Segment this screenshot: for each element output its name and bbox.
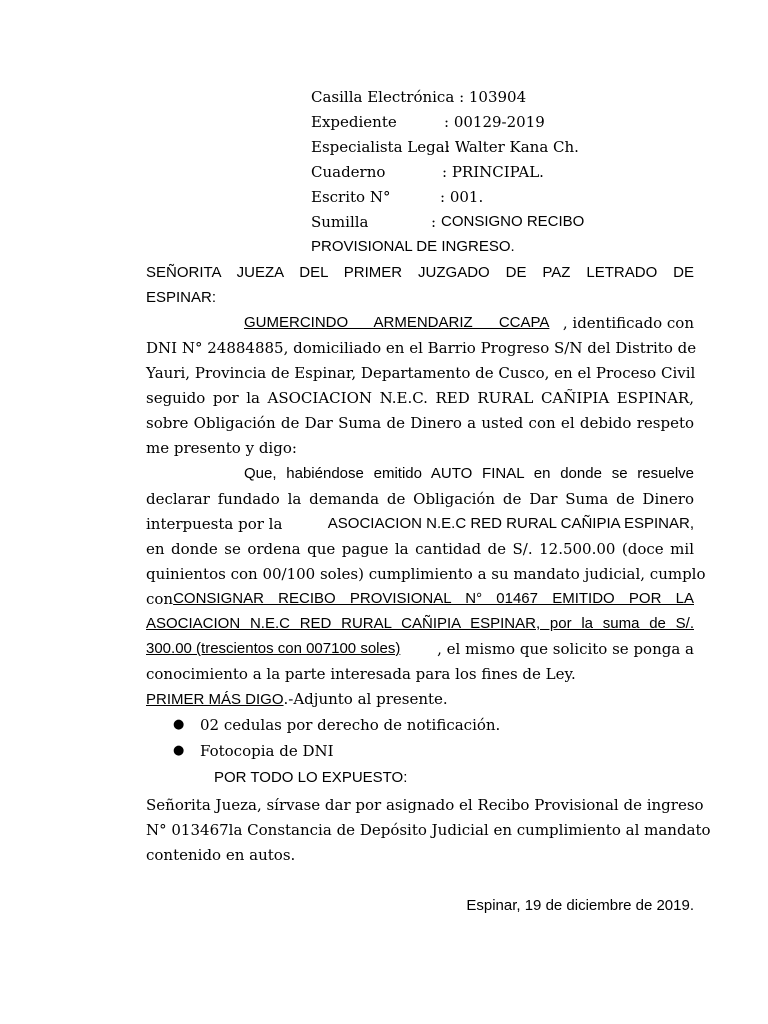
body-line3-a: interpuesta por la [146, 515, 283, 533]
casilla-value: : 103904 [459, 88, 527, 106]
petitioner-name: GUMERCINDO ARMENDARIZ CCAPA [244, 314, 550, 331]
casilla-label: Casilla Electrónica [311, 88, 455, 106]
bullet-icon: ● [173, 717, 185, 732]
body-line5: quinientos con 00/100 soles) cumplimiento a su mandato judicial, cumplo [146, 565, 706, 583]
body-line8-b: , el mismo que solicito se ponga a [437, 640, 694, 658]
especialista-row [311, 138, 579, 156]
especialista-value: : Walter Kana Ch. [445, 138, 579, 156]
sumilla-colon: : [431, 213, 437, 231]
sumilla-row [311, 213, 585, 231]
otrosi-label: PRIMER MÁS DIGO [146, 691, 284, 708]
conclusion-line2: N° 013467la Constancia de Depósito Judicial en cumplimiento al mandato [146, 821, 711, 839]
body-line2: declarar fundado la demanda de Obligación de Dar Suma de Dinero [146, 490, 694, 508]
expediente-label: Expediente [311, 113, 397, 131]
cuaderno-row [311, 163, 544, 181]
otrosi-text: .-Adjunto al presente. [283, 690, 448, 708]
intro-line4: seguido por la ASOCIACION N.E.C. RED RURAL CAÑIPIA ESPINAR, [146, 389, 694, 407]
body-line6-b: CONSIGNAR RECIBO PROVISIONAL N° 01467 EMITIDO POR LA [173, 590, 694, 607]
otrosi-item-2: Fotocopia de DNI [200, 742, 334, 760]
sumilla-value: CONSIGNO RECIBO [441, 213, 585, 230]
conclusion-line1: Señorita Jueza, sírvase dar por asignado el Recibo Provisional de ingreso [146, 796, 704, 814]
addressee-line2: ESPINAR: [146, 289, 217, 306]
bullet-icon: ● [173, 743, 185, 758]
body-line7: ASOCIACION N.E.C RED RURAL CAÑIPIA ESPINAR, por la suma de S/. [146, 615, 694, 632]
body-line6-a: con [146, 590, 174, 608]
intro-line2: DNI N° 24884885, domiciliado en el Barrio Progreso S/N del Distrito de [146, 339, 697, 357]
expediente-row [311, 113, 545, 131]
escrito-row [311, 188, 484, 206]
cuaderno-value: : PRINCIPAL. [442, 163, 544, 181]
body-line8-a: 300.00 (trescientos con 007100 soles) [146, 640, 401, 657]
otrosi-item-1: 02 cedulas por derecho de notificación. [200, 716, 501, 734]
intro-line1 [244, 314, 694, 332]
otrosi-line [146, 690, 448, 708]
intro-line1-rest: , identificado con [562, 314, 694, 332]
body-line3 [146, 515, 694, 533]
escrito-label: Escrito N° [311, 188, 391, 206]
body-line1: Que, habiéndose emitido AUTO FINAL en donde se resuelve [244, 465, 694, 482]
casilla-row [311, 88, 526, 106]
place-date: Espinar, 19 de diciembre de 2019. [466, 897, 694, 914]
intro-line6: me presento y digo: [146, 439, 297, 457]
especialista-label: Especialista Legal [311, 138, 450, 156]
sumilla-value-line2: PROVISIONAL DE INGRESO. [311, 238, 515, 255]
body-line8 [146, 640, 694, 658]
body-line6 [146, 590, 694, 608]
intro-line3: Yauri, Provincia de Espinar, Departamento de Cusco, en el Proceso Civil [146, 364, 696, 382]
body-line4: en donde se ordena que pague la cantidad de S/. 12.500.00 (doce mil [146, 540, 694, 558]
expediente-value: : 00129-2019 [444, 113, 545, 131]
body-line3-b: ASOCIACION N.E.C RED RURAL CAÑIPIA ESPINAR, [327, 515, 694, 532]
intro-line5: sobre Obligación de Dar Suma de Dinero a usted con el debido respeto [146, 414, 694, 432]
escrito-value: : 001. [440, 188, 484, 206]
addressee-line1: SEÑORITA JUEZA DEL PRIMER JUZGADO DE PAZ LETRADO DE [146, 264, 694, 281]
conclusion-heading: POR TODO LO EXPUESTO: [214, 769, 408, 786]
body-line9: conocimiento a la parte interesada para los fines de Ley. [146, 665, 576, 683]
cuaderno-label: Cuaderno [311, 163, 386, 181]
sumilla-label: Sumilla [311, 213, 369, 231]
conclusion-line3: contenido en autos. [146, 846, 296, 864]
